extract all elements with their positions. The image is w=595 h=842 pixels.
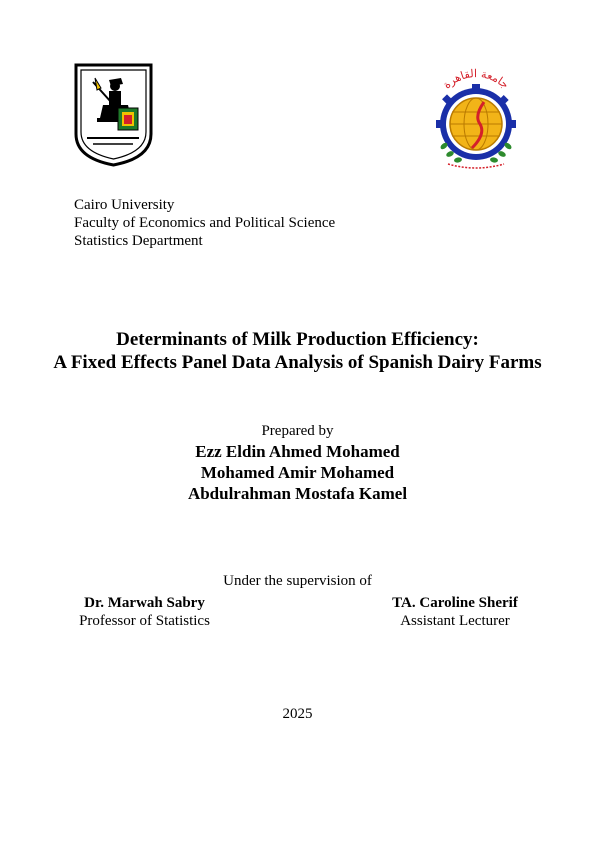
- supervision-label: Under the supervision of: [223, 573, 372, 589]
- author-1: Ezz Eldin Ahmed Mohamed: [195, 442, 400, 461]
- supervisor-2-name: TA. Caroline Sherif: [392, 595, 518, 611]
- cairo-university-logo: [73, 62, 154, 168]
- supervisor-1-role: Professor of Statistics: [79, 613, 210, 629]
- department-name: Statistics Department: [74, 233, 203, 249]
- title-line-2: A Fixed Effects Panel Data Analysis of Spanish Dairy Farms: [53, 352, 542, 373]
- faculty-economics-logo: [430, 60, 522, 170]
- faculty-name: Faculty of Economics and Political Science: [74, 215, 336, 231]
- university-name: Cairo University: [74, 197, 175, 213]
- title-line-1: Determinants of Milk Production Efficiency:: [116, 329, 479, 350]
- author-3: Abdulrahman Mostafa Kamel: [187, 484, 408, 503]
- prepared-by-label: Prepared by: [261, 423, 334, 439]
- supervisor-2-role: Assistant Lecturer: [400, 613, 510, 629]
- svg-text:جامعة القاهرة: جامعة القاهرة: [440, 67, 512, 92]
- supervisor-1-name: Dr. Marwah Sabry: [84, 595, 205, 611]
- author-2: Mohamed Amir Mohamed: [200, 463, 395, 482]
- year: 2025: [282, 706, 313, 722]
